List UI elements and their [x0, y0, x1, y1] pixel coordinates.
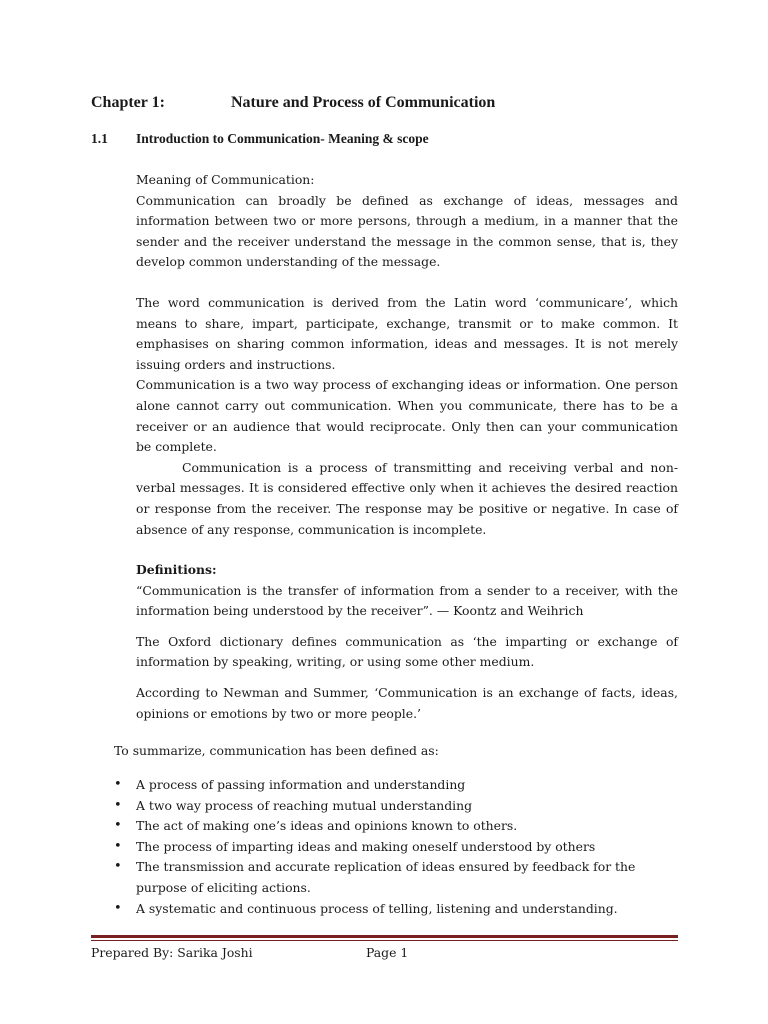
section-title: Introduction to Communication- Meaning & scope	[136, 131, 429, 146]
list-item-text: A two way process of reaching mutual understanding	[136, 797, 473, 813]
paragraph-two-way: Communication is a two way process of exchanging ideas or information. One person alone cannot carry out communication. When you communicate, there has to be a receiver or an audience that would reciprocate. Only then can your communication be complete.	[136, 377, 678, 455]
paragraph-process: Communication is a process of transmitting and receiving verbal and non-verbal messages. It is considered effective only when it achieves the desired reaction or response from the receiver. The response may be positive or negative. In case of absence of any response, communication is incomplete.	[136, 459, 678, 537]
definition-newman: According to Newman and Summer, ‘Communication is an exchange of facts, ideas, opinions or emotions by two or more people.’	[136, 685, 678, 721]
list-item-text: The process of imparting ideas and making oneself understood by others	[136, 838, 596, 854]
list-item	[114, 775, 678, 796]
definitions-heading: Definitions:	[136, 562, 217, 578]
chapter-heading	[91, 94, 495, 112]
list-item	[114, 816, 678, 837]
footer-divider-thin	[91, 940, 678, 941]
body-content	[136, 170, 678, 724]
list-item-text: The act of making one’s ideas and opinions known to others.	[136, 818, 518, 834]
chapter-title: Nature and Process of Communication	[231, 94, 496, 111]
list-item-text: A process of passing information and understanding	[136, 777, 466, 792]
list-item-text: The transmission and accurate replication of ideas ensured by feedback for the purpose of eliciting actions.	[136, 859, 636, 895]
paragraph-etymology: The word communication is derived from the Latin word ‘communicare’, which means to share, impart, participate, exchange, transmit or to make common. It emphasises on sharing common information, ideas and messages. It is not merely issuing orders and instructions.	[136, 294, 678, 372]
summary-bullet-list	[114, 775, 678, 919]
section-number: 1.1	[91, 131, 108, 146]
summary-intro: To summarize, communication has been defined as:	[114, 743, 439, 758]
meaning-label: Meaning of Communication:	[136, 172, 315, 187]
definition-oxford: The Oxford dictionary defines communication as ‘the imparting or exchange of information by speaking, writing, or using some other medium.	[136, 633, 678, 670]
chapter-number: Chapter 1:	[91, 94, 165, 111]
bullet-icon: •	[114, 838, 122, 854]
bullet-icon: •	[114, 859, 122, 875]
list-item-text: A systematic and continuous process of telling, listening and understanding.	[136, 900, 618, 916]
list-item	[114, 857, 678, 898]
page-number: Page 1	[366, 945, 409, 960]
section-heading	[91, 131, 429, 147]
list-item	[114, 837, 678, 858]
bullet-icon: •	[114, 818, 122, 834]
bullet-icon: •	[114, 797, 122, 813]
definition-koontz: “Communication is the transfer of information from a sender to a receiver, with the information being understood by the receiver”. — Koontz and Weihrich	[136, 582, 678, 619]
list-item	[114, 899, 678, 920]
bullet-icon: •	[114, 900, 122, 916]
footer-divider	[91, 935, 678, 938]
meaning-text: Communication can broadly be defined as exchange of ideas, messages and information between two or more persons, through a medium, in a manner that the sender and the receiver understand the message in the common sense, that is, they develop common understanding of the message.	[136, 192, 678, 270]
list-item	[114, 796, 678, 817]
footer-author: Prepared By: Sarika Joshi	[91, 945, 253, 960]
bullet-icon: •	[114, 777, 122, 792]
